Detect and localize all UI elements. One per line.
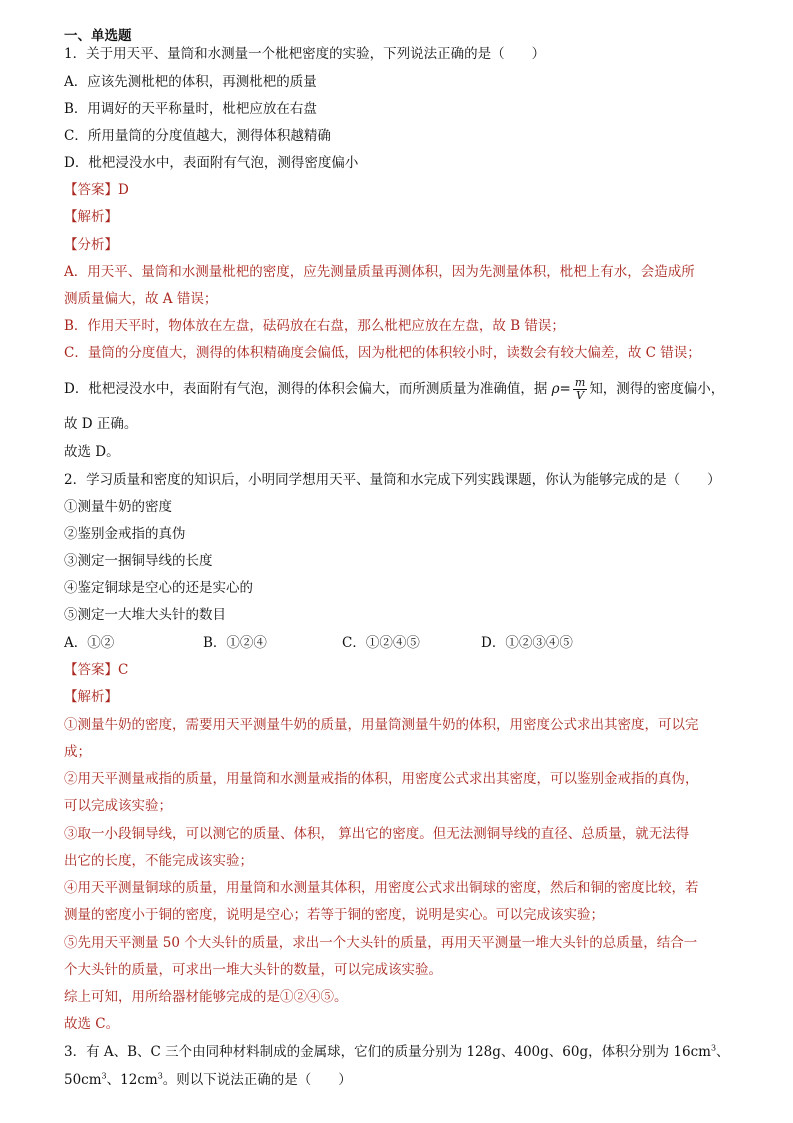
question-2-item: ④鉴定铜球是空心的还是实心的 — [64, 580, 253, 596]
question-3-stem-text: 3．有 A、B、C 三个由同种材料制成的金属球，它们的质量分别为 128g、400g、60g，体积分别为 16cm — [64, 1044, 711, 1060]
question-1-option-a: A．应该先测枇杷的体积，再测枇杷的质量 — [64, 74, 317, 90]
analysis-d-text-end: 知，测得的密度偏小， — [589, 381, 725, 397]
question-1-analysis-line: A．用天平、量筒和水测量枇杷的密度，应先测量质量再测体积，因为先测量体积，枇杷上有水，会造成所 — [64, 264, 695, 280]
question-3-stem-text: 。则以下说法正确的是（ ） — [162, 1072, 352, 1088]
analysis-d-text: D．枇杷浸没水中，表面附有气泡，测得的体积会偏大，而所测质量为准确值，据 — [64, 381, 548, 397]
question-1-option-d: D．枇杷浸没水中，表面附有气泡，测得密度偏小 — [64, 155, 359, 171]
question-2-stem: 2．学习质量和密度的知识后，小明同学想用天平、量筒和水完成下列实践课题，你认为能够完成的是（ ） — [64, 472, 721, 488]
density-symbol: ρ= — [551, 381, 571, 397]
question-2-choose: 故选 C。 — [64, 1016, 120, 1032]
question-3-stem-line-2 — [64, 1070, 352, 1090]
question-1-analysis-line: B．作用天平时，物体放在左盘，砝码放在右盘，那么枇杷应放在左盘，故 B 错误； — [64, 318, 565, 334]
question-3-stem-line-1 — [64, 1042, 730, 1062]
question-1-analysis-line: 测质量偏大，故 A 错误； — [64, 291, 218, 307]
question-1-stem: 1．关于用天平、量筒和水测量一个枇杷密度的实验，下列说法正确的是（ ） — [64, 46, 546, 62]
question-1-analysis-line: 故 D 正确。 — [64, 416, 138, 432]
question-3-stem-text: 50cm — [64, 1072, 102, 1088]
question-1-answer: 【答案】D — [64, 182, 129, 198]
question-2-analysis-line: 可以完成该实验； — [64, 798, 172, 814]
formula-numerator: m — [574, 376, 586, 389]
question-1-option-b: B．用调好的天平称量时，枇杷应放在右盘 — [64, 101, 317, 117]
question-2-analysis-line: ③取一小段铜导线，可以测它的质量、体积， 算出它的密度。但无法测铜导线的直径、总质量，就无法得 — [64, 826, 690, 842]
question-2-analysis-line: 测量的密度小于铜的密度，说明是空心；若等于铜的密度，说明是实心。可以完成该实验； — [64, 907, 604, 923]
superscript: 3 — [710, 1043, 717, 1053]
question-1-analysis-line: C．量筒的分度值大，测得的体积精确度会偏低，因为枇杷的体积较小时，读数会有较大偏差，故 C 错误； — [64, 345, 701, 361]
question-2-analysis-line: 综上可知，用所给器材能够完成的是①②④⑤。 — [64, 989, 348, 1005]
question-1-analysis-d-line — [64, 377, 724, 402]
question-2-item: ③测定一捆铜导线的长度 — [64, 553, 213, 569]
question-2-option-b: B．①②④ — [203, 635, 267, 651]
question-2-analysis-line: ④用天平测量铜球的质量，用量筒和水测量其体积，用密度公式求出铜球的密度，然后和铜的密度比较，若 — [64, 880, 699, 896]
question-2-option-c: C．①②④⑤ — [342, 635, 420, 651]
question-2-analysis-line: 出它的长度，不能完成该实验； — [64, 853, 253, 869]
question-3-stem-text: 、 — [716, 1044, 730, 1060]
question-2-item: ⑤测定一大堆大头针的数目 — [64, 607, 226, 623]
superscript: 3 — [101, 1071, 107, 1081]
superscript: 3 — [157, 1071, 163, 1081]
section-title: 一、单选题 — [64, 28, 132, 44]
question-1-choose: 故选 D。 — [64, 444, 120, 460]
question-2-analysis-line: ⑤先用天平测量 50 个大头针的质量，求出一个大头针的质量，再用天平测量一堆大头针的总质量，结合一 — [64, 935, 698, 951]
question-2-item: ②鉴别金戒指的真伪 — [64, 526, 186, 542]
question-1-jiexi-label: 【解析】 — [64, 209, 118, 225]
question-2-jiexi-label: 【解析】 — [64, 689, 118, 705]
question-3-stem-text: 、12cm — [106, 1072, 158, 1088]
question-1-option-c: C．所用量筒的分度值越大，测得体积越精确 — [64, 128, 331, 144]
question-2-analysis-line: ①测量牛奶的密度，需要用天平测量牛奶的质量，用量筒测量牛奶的体积，用密度公式求出其密度，可以完 — [64, 717, 699, 733]
question-2-analysis-line: ②用天平测量戒指的质量，用量筒和水测量戒指的体积，用密度公式求出其密度，可以鉴别金戒指的真伪， — [64, 771, 699, 787]
formula-denominator: V — [576, 389, 585, 402]
density-formula — [573, 377, 587, 402]
question-2-analysis-line: 个大头针的质量，可求出一堆大头针的数量，可以完成该实验。 — [64, 962, 442, 978]
question-1-fenxi-label: 【分析】 — [64, 237, 118, 253]
question-2-answer: 【答案】C — [64, 662, 129, 678]
question-2-option-a: A．①② — [64, 635, 115, 651]
question-2-item: ①测量牛奶的密度 — [64, 499, 172, 515]
question-2-analysis-line: 成； — [64, 744, 91, 760]
question-2-option-d: D．①②③④⑤ — [481, 635, 573, 651]
